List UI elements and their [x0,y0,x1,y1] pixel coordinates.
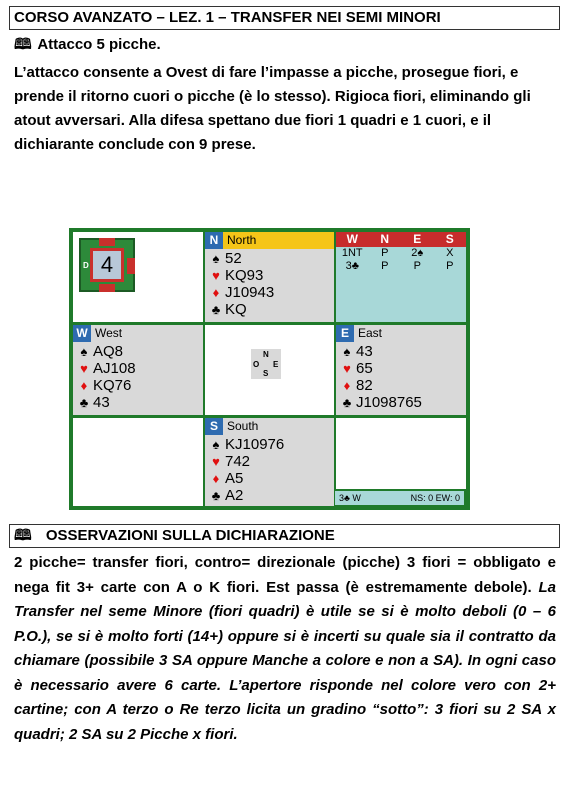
book-icon: 🕮 [14,36,32,53]
west-spades: AQ8 [93,343,124,360]
bid-header-e: E [413,232,422,246]
spade-icon: ♠ [80,344,88,359]
bid-cell: P [446,260,454,272]
heart-icon: ♥ [212,268,220,283]
north-clubs: KQ [225,301,247,318]
east-name: East [358,326,383,340]
bid-header-n: N [380,232,390,246]
west-cards [73,342,203,411]
west-hearts: AJ108 [93,360,136,377]
north-hand [205,232,334,322]
bid-cell: P [413,260,421,272]
empty-cell [73,418,203,506]
empty-cell [336,418,466,489]
bid-cell: 1NT [341,247,363,259]
page-title: CORSO AVANZATO – LEZ. 1 – TRANSFER NEI SEMI MINORI [9,6,560,30]
west-diamonds: KQ76 [93,377,132,394]
compass-o: O [253,360,260,369]
east-hand [336,325,466,415]
book-icon: 🕮 [14,527,32,544]
bid-cell: X [446,247,454,259]
board-number-box [79,238,135,292]
north-dir-badge: N [205,232,223,249]
east-spades: 43 [356,343,373,360]
dealer-indicator: D [83,261,89,270]
table-center [205,325,334,415]
bid-cell: P [381,260,389,272]
east-header [336,325,466,342]
contract-label: 3♣ W [339,493,361,503]
west-name: West [95,326,123,340]
observations-title [9,524,560,548]
south-spades: KJ10976 [225,436,285,453]
lead-text: Attacco 5 picche. [37,36,161,53]
east-dir-badge: E [336,325,354,342]
bid-cell: 2♠ [411,247,424,259]
observations-plain: 2 picche= transfer fiori, contro= direzionale (picche) 3 fiori = obbligato e nega fit 3+ carte con A o K fiori. Est passa (è estremamente debole). [14,554,556,596]
bridge-diagram [69,228,470,510]
intro-paragraph: L’attacco consente a Ovest di fare l’impasse a picche, prosegue fiori, e prende il ritorno cuori o picche (è lo stesso). Rigioca fiori, eliminando gli atout avversari. Alla difesa spettano due fiori 1 quadri e 1 cuori, e il dichiarante conclude con 9 prese. [14,64,531,153]
east-hearts: 65 [356,360,373,377]
west-clubs: 43 [93,394,110,411]
compass-n: N [263,350,269,359]
south-dir-badge: S [205,418,223,435]
north-spades: 52 [225,250,242,267]
bidding-table [336,232,466,322]
east-cards [336,342,466,411]
score-label: NS: 0 EW: 0 [410,493,460,503]
board-number: 4 [90,248,124,282]
bid-header-w: W [346,232,358,246]
heart-icon: ♥ [80,361,88,376]
west-hand [73,325,203,415]
north-header [205,232,334,249]
diamond-icon: ♦ [80,378,88,393]
compass-e: E [273,360,279,369]
west-header [73,325,203,342]
observations-text [14,551,556,747]
heart-icon: ♥ [343,361,351,376]
club-icon: ♣ [211,488,221,503]
diamond-icon: ♦ [343,378,351,393]
spade-icon: ♠ [343,344,351,359]
north-name: North [227,233,257,247]
south-cards [205,435,334,504]
spade-icon: ♠ [212,251,220,266]
west-dir-badge: W [73,325,91,342]
south-header [205,418,334,435]
compass [251,349,281,379]
heart-icon: ♥ [212,454,220,469]
south-name: South [227,419,259,433]
north-cards [205,249,334,318]
south-hand [205,418,334,506]
east-diamonds: 82 [356,377,373,394]
bid-header-s: S [445,232,454,246]
north-diamonds: J10943 [225,284,275,301]
club-icon: ♣ [211,302,221,317]
observations-heading: OSSERVAZIONI SULLA DICHIARAZIONE [45,527,335,544]
bidding-header [336,232,466,247]
observations-italic: La Transfer nel seme Minore (fiori quadri) è utile se si è molto deboli (0 – 6 P.O.), se si è molto forti (14+) oppure si è incerti su quale sia il contratto da chiamare (possibile 3 SA oppure Manche a colore e non a SA). In ogni caso è necessario avere 6 carte. L’apertore risponde nel colore vero con 2+ cartine; con A terzo o Re terzo licita un gradino “sotto”: 3 fiori su 2 SA x quadri; 2 SA su 2 Picche x fiori. [14,578,556,743]
bid-row [336,260,466,273]
diamond-icon: ♦ [212,471,220,486]
lead-line [14,34,161,59]
bid-cell: 3♣ [345,260,359,272]
result-strip [335,491,464,505]
north-hearts: KQ93 [225,267,264,284]
compass-s: S [263,369,269,378]
diamond-icon: ♦ [212,285,220,300]
south-clubs: A2 [225,487,244,504]
south-hearts: 742 [225,453,251,470]
club-icon: ♣ [342,395,352,410]
board-cell [73,232,203,322]
east-clubs: J1098765 [356,394,422,411]
south-diamonds: A5 [225,470,244,487]
club-icon: ♣ [79,395,89,410]
bid-cell: P [381,247,389,259]
bid-row [336,247,466,260]
spade-icon: ♠ [212,437,220,452]
